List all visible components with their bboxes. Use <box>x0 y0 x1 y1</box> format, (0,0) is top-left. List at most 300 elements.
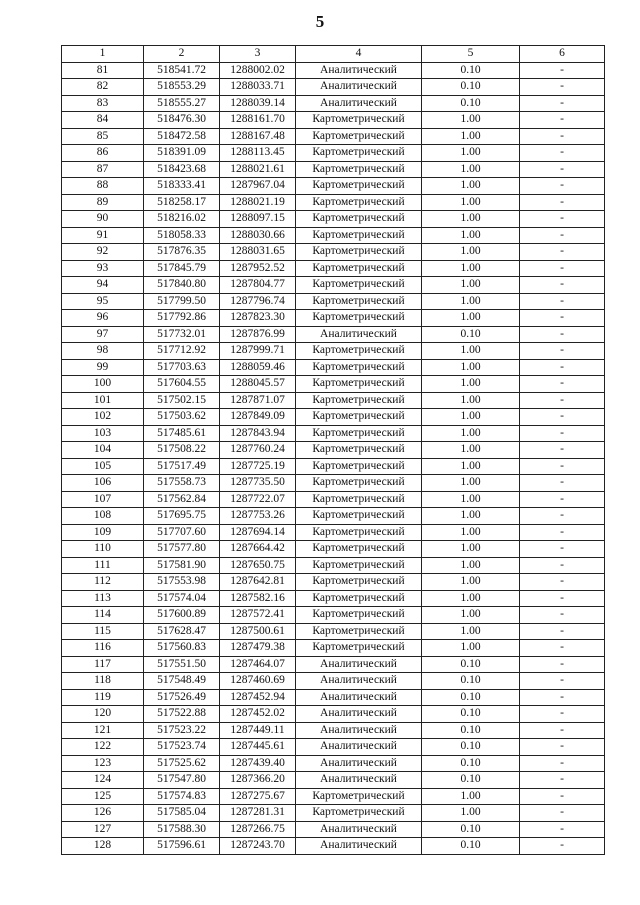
y-coordinate-cell: 1287725.19 <box>220 458 296 475</box>
method-cell: Картометрический <box>296 112 422 129</box>
table-row <box>62 244 605 261</box>
note-cell: - <box>520 805 605 822</box>
y-coordinate-cell: 1288097.15 <box>220 211 296 228</box>
method-cell: Картометрический <box>296 590 422 607</box>
table-row <box>62 640 605 657</box>
y-coordinate-cell: 1288045.57 <box>220 376 296 393</box>
point-number-cell: 124 <box>62 772 144 789</box>
column-header: 4 <box>296 46 422 63</box>
point-number-cell: 119 <box>62 689 144 706</box>
accuracy-cell: 1.00 <box>422 112 520 129</box>
note-cell: - <box>520 260 605 277</box>
accuracy-cell: 0.10 <box>422 689 520 706</box>
method-cell: Аналитический <box>296 772 422 789</box>
point-number-cell: 92 <box>62 244 144 261</box>
x-coordinate-cell: 517522.88 <box>144 706 220 723</box>
method-cell: Аналитический <box>296 821 422 838</box>
y-coordinate-cell: 1287849.09 <box>220 409 296 426</box>
point-number-cell: 121 <box>62 722 144 739</box>
accuracy-cell: 0.10 <box>422 706 520 723</box>
method-cell: Картометрический <box>296 425 422 442</box>
table-row <box>62 541 605 558</box>
accuracy-cell: 1.00 <box>422 227 520 244</box>
method-cell: Картометрический <box>296 376 422 393</box>
note-cell: - <box>520 194 605 211</box>
column-header: 3 <box>220 46 296 63</box>
table-row <box>62 112 605 129</box>
x-coordinate-cell: 518541.72 <box>144 62 220 79</box>
table-row <box>62 590 605 607</box>
method-cell: Аналитический <box>296 838 422 855</box>
accuracy-cell: 0.10 <box>422 79 520 96</box>
x-coordinate-cell: 517799.50 <box>144 293 220 310</box>
accuracy-cell: 1.00 <box>422 442 520 459</box>
note-cell: - <box>520 508 605 525</box>
table-row <box>62 392 605 409</box>
point-number-cell: 125 <box>62 788 144 805</box>
point-number-cell: 87 <box>62 161 144 178</box>
y-coordinate-cell: 1287650.75 <box>220 557 296 574</box>
table-row <box>62 706 605 723</box>
method-cell: Картометрический <box>296 194 422 211</box>
method-cell: Картометрический <box>296 607 422 624</box>
y-coordinate-cell: 1287445.61 <box>220 739 296 756</box>
note-cell: - <box>520 211 605 228</box>
x-coordinate-cell: 518553.29 <box>144 79 220 96</box>
accuracy-cell: 0.10 <box>422 838 520 855</box>
method-cell: Картометрический <box>296 557 422 574</box>
accuracy-cell: 1.00 <box>422 161 520 178</box>
x-coordinate-cell: 518333.41 <box>144 178 220 195</box>
x-coordinate-cell: 517553.98 <box>144 574 220 591</box>
note-cell: - <box>520 656 605 673</box>
point-number-cell: 98 <box>62 343 144 360</box>
point-number-cell: 115 <box>62 623 144 640</box>
y-coordinate-cell: 1287460.69 <box>220 673 296 690</box>
x-coordinate-cell: 518472.58 <box>144 128 220 145</box>
accuracy-cell: 1.00 <box>422 244 520 261</box>
y-coordinate-cell: 1287281.31 <box>220 805 296 822</box>
point-number-cell: 114 <box>62 607 144 624</box>
note-cell: - <box>520 524 605 541</box>
method-cell: Картометрический <box>296 640 422 657</box>
note-cell: - <box>520 491 605 508</box>
point-number-cell: 83 <box>62 95 144 112</box>
point-number-cell: 99 <box>62 359 144 376</box>
x-coordinate-cell: 517558.73 <box>144 475 220 492</box>
column-header: 2 <box>144 46 220 63</box>
point-number-cell: 118 <box>62 673 144 690</box>
note-cell: - <box>520 244 605 261</box>
point-number-cell: 103 <box>62 425 144 442</box>
point-number-cell: 101 <box>62 392 144 409</box>
method-cell: Картометрический <box>296 260 422 277</box>
x-coordinate-cell: 517588.30 <box>144 821 220 838</box>
point-number-cell: 89 <box>62 194 144 211</box>
method-cell: Картометрический <box>296 524 422 541</box>
method-cell: Картометрический <box>296 178 422 195</box>
method-cell: Картометрический <box>296 574 422 591</box>
method-cell: Аналитический <box>296 79 422 96</box>
point-number-cell: 86 <box>62 145 144 162</box>
point-number-cell: 104 <box>62 442 144 459</box>
point-number-cell: 90 <box>62 211 144 228</box>
note-cell: - <box>520 343 605 360</box>
x-coordinate-cell: 517845.79 <box>144 260 220 277</box>
accuracy-cell: 1.00 <box>422 590 520 607</box>
x-coordinate-cell: 517596.61 <box>144 838 220 855</box>
note-cell: - <box>520 409 605 426</box>
point-number-cell: 109 <box>62 524 144 541</box>
method-cell: Картометрический <box>296 145 422 162</box>
accuracy-cell: 1.00 <box>422 788 520 805</box>
accuracy-cell: 1.00 <box>422 376 520 393</box>
y-coordinate-cell: 1287572.41 <box>220 607 296 624</box>
point-number-cell: 127 <box>62 821 144 838</box>
note-cell: - <box>520 392 605 409</box>
accuracy-cell: 1.00 <box>422 623 520 640</box>
note-cell: - <box>520 442 605 459</box>
y-coordinate-cell: 1287449.11 <box>220 722 296 739</box>
y-coordinate-cell: 1287439.40 <box>220 755 296 772</box>
accuracy-cell: 1.00 <box>422 293 520 310</box>
note-cell: - <box>520 310 605 327</box>
note-cell: - <box>520 425 605 442</box>
y-coordinate-cell: 1287452.94 <box>220 689 296 706</box>
y-coordinate-cell: 1287266.75 <box>220 821 296 838</box>
note-cell: - <box>520 722 605 739</box>
note-cell: - <box>520 95 605 112</box>
table-row <box>62 508 605 525</box>
method-cell: Аналитический <box>296 656 422 673</box>
table-row <box>62 821 605 838</box>
note-cell: - <box>520 772 605 789</box>
y-coordinate-cell: 1287843.94 <box>220 425 296 442</box>
y-coordinate-cell: 1287452.02 <box>220 706 296 723</box>
point-number-cell: 85 <box>62 128 144 145</box>
point-number-cell: 82 <box>62 79 144 96</box>
table-row <box>62 326 605 343</box>
method-cell: Картометрический <box>296 788 422 805</box>
point-number-cell: 100 <box>62 376 144 393</box>
point-number-cell: 94 <box>62 277 144 294</box>
x-coordinate-cell: 517581.90 <box>144 557 220 574</box>
table-row <box>62 491 605 508</box>
accuracy-cell: 1.00 <box>422 557 520 574</box>
y-coordinate-cell: 1288031.65 <box>220 244 296 261</box>
note-cell: - <box>520 112 605 129</box>
accuracy-cell: 0.10 <box>422 739 520 756</box>
point-number-cell: 81 <box>62 62 144 79</box>
x-coordinate-cell: 517503.62 <box>144 409 220 426</box>
method-cell: Картометрический <box>296 442 422 459</box>
x-coordinate-cell: 517562.84 <box>144 491 220 508</box>
accuracy-cell: 0.10 <box>422 326 520 343</box>
accuracy-cell: 1.00 <box>422 310 520 327</box>
accuracy-cell: 1.00 <box>422 260 520 277</box>
accuracy-cell: 0.10 <box>422 62 520 79</box>
accuracy-cell: 1.00 <box>422 475 520 492</box>
y-coordinate-cell: 1287464.07 <box>220 656 296 673</box>
method-cell: Картометрический <box>296 128 422 145</box>
page-number: 5 <box>315 12 325 31</box>
table-row <box>62 623 605 640</box>
point-number-cell: 91 <box>62 227 144 244</box>
x-coordinate-cell: 517628.47 <box>144 623 220 640</box>
x-coordinate-cell: 517695.75 <box>144 508 220 525</box>
x-coordinate-cell: 518423.68 <box>144 161 220 178</box>
accuracy-cell: 0.10 <box>422 755 520 772</box>
accuracy-cell: 1.00 <box>422 409 520 426</box>
x-coordinate-cell: 517574.83 <box>144 788 220 805</box>
y-coordinate-cell: 1287952.52 <box>220 260 296 277</box>
point-number-cell: 102 <box>62 409 144 426</box>
note-cell: - <box>520 574 605 591</box>
table-row <box>62 442 605 459</box>
column-header: 1 <box>62 46 144 63</box>
note-cell: - <box>520 227 605 244</box>
x-coordinate-cell: 517703.63 <box>144 359 220 376</box>
method-cell: Картометрический <box>296 211 422 228</box>
method-cell: Аналитический <box>296 95 422 112</box>
method-cell: Картометрический <box>296 805 422 822</box>
point-number-cell: 112 <box>62 574 144 591</box>
note-cell: - <box>520 689 605 706</box>
x-coordinate-cell: 517600.89 <box>144 607 220 624</box>
accuracy-cell: 1.00 <box>422 277 520 294</box>
x-coordinate-cell: 517792.86 <box>144 310 220 327</box>
method-cell: Картометрический <box>296 491 422 508</box>
y-coordinate-cell: 1287722.07 <box>220 491 296 508</box>
point-number-cell: 113 <box>62 590 144 607</box>
method-cell: Картометрический <box>296 541 422 558</box>
note-cell: - <box>520 458 605 475</box>
table-row <box>62 673 605 690</box>
method-cell: Картометрический <box>296 359 422 376</box>
accuracy-cell: 1.00 <box>422 574 520 591</box>
method-cell: Аналитический <box>296 62 422 79</box>
note-cell: - <box>520 178 605 195</box>
method-cell: Аналитический <box>296 706 422 723</box>
x-coordinate-cell: 517577.80 <box>144 541 220 558</box>
y-coordinate-cell: 1287823.30 <box>220 310 296 327</box>
accuracy-cell: 1.00 <box>422 640 520 657</box>
y-coordinate-cell: 1287796.74 <box>220 293 296 310</box>
point-number-cell: 126 <box>62 805 144 822</box>
point-number-cell: 95 <box>62 293 144 310</box>
y-coordinate-cell: 1287760.24 <box>220 442 296 459</box>
x-coordinate-cell: 517548.49 <box>144 673 220 690</box>
point-number-cell: 96 <box>62 310 144 327</box>
point-number-cell: 105 <box>62 458 144 475</box>
point-number-cell: 84 <box>62 112 144 129</box>
x-coordinate-cell: 518391.09 <box>144 145 220 162</box>
accuracy-cell: 0.10 <box>422 656 520 673</box>
table-row <box>62 689 605 706</box>
accuracy-cell: 1.00 <box>422 178 520 195</box>
y-coordinate-cell: 1287999.71 <box>220 343 296 360</box>
method-cell: Картометрический <box>296 244 422 261</box>
accuracy-cell: 1.00 <box>422 392 520 409</box>
table-row <box>62 260 605 277</box>
x-coordinate-cell: 518258.17 <box>144 194 220 211</box>
point-number-cell: 88 <box>62 178 144 195</box>
table-row <box>62 310 605 327</box>
note-cell: - <box>520 277 605 294</box>
method-cell: Аналитический <box>296 739 422 756</box>
x-coordinate-cell: 517840.80 <box>144 277 220 294</box>
table-row <box>62 178 605 195</box>
method-cell: Картометрический <box>296 343 422 360</box>
method-cell: Картометрический <box>296 277 422 294</box>
x-coordinate-cell: 517523.22 <box>144 722 220 739</box>
table-row <box>62 656 605 673</box>
x-coordinate-cell: 517604.55 <box>144 376 220 393</box>
note-cell: - <box>520 821 605 838</box>
table-row <box>62 409 605 426</box>
note-cell: - <box>520 145 605 162</box>
method-cell: Картометрический <box>296 409 422 426</box>
table-row <box>62 62 605 79</box>
table-row <box>62 79 605 96</box>
method-cell: Картометрический <box>296 475 422 492</box>
accuracy-cell: 1.00 <box>422 211 520 228</box>
y-coordinate-cell: 1287735.50 <box>220 475 296 492</box>
note-cell: - <box>520 293 605 310</box>
method-cell: Картометрический <box>296 161 422 178</box>
y-coordinate-cell: 1288113.45 <box>220 145 296 162</box>
point-number-cell: 122 <box>62 739 144 756</box>
y-coordinate-cell: 1287479.38 <box>220 640 296 657</box>
x-coordinate-cell: 518058.33 <box>144 227 220 244</box>
table-body <box>62 62 605 854</box>
x-coordinate-cell: 517502.15 <box>144 392 220 409</box>
y-coordinate-cell: 1288161.70 <box>220 112 296 129</box>
table-row <box>62 475 605 492</box>
y-coordinate-cell: 1287366.20 <box>220 772 296 789</box>
x-coordinate-cell: 517560.83 <box>144 640 220 657</box>
table-row <box>62 524 605 541</box>
method-cell: Картометрический <box>296 458 422 475</box>
accuracy-cell: 1.00 <box>422 524 520 541</box>
accuracy-cell: 0.10 <box>422 95 520 112</box>
table-header-row <box>62 46 605 63</box>
x-coordinate-cell: 517517.49 <box>144 458 220 475</box>
x-coordinate-cell: 518216.02 <box>144 211 220 228</box>
point-number-cell: 128 <box>62 838 144 855</box>
y-coordinate-cell: 1287642.81 <box>220 574 296 591</box>
y-coordinate-cell: 1287871.07 <box>220 392 296 409</box>
method-cell: Картометрический <box>296 392 422 409</box>
note-cell: - <box>520 475 605 492</box>
note-cell: - <box>520 673 605 690</box>
x-coordinate-cell: 517485.61 <box>144 425 220 442</box>
note-cell: - <box>520 706 605 723</box>
accuracy-cell: 0.10 <box>422 772 520 789</box>
table-row <box>62 376 605 393</box>
y-coordinate-cell: 1287500.61 <box>220 623 296 640</box>
accuracy-cell: 1.00 <box>422 359 520 376</box>
y-coordinate-cell: 1287804.77 <box>220 277 296 294</box>
x-coordinate-cell: 517585.04 <box>144 805 220 822</box>
y-coordinate-cell: 1287243.70 <box>220 838 296 855</box>
table-row <box>62 95 605 112</box>
table-row <box>62 128 605 145</box>
accuracy-cell: 1.00 <box>422 491 520 508</box>
note-cell: - <box>520 739 605 756</box>
method-cell: Аналитический <box>296 722 422 739</box>
x-coordinate-cell: 518476.30 <box>144 112 220 129</box>
note-cell: - <box>520 607 605 624</box>
table-row <box>62 211 605 228</box>
accuracy-cell: 1.00 <box>422 343 520 360</box>
table-row <box>62 458 605 475</box>
accuracy-cell: 0.10 <box>422 821 520 838</box>
accuracy-cell: 0.10 <box>422 722 520 739</box>
method-cell: Аналитический <box>296 673 422 690</box>
x-coordinate-cell: 517526.49 <box>144 689 220 706</box>
x-coordinate-cell: 517712.92 <box>144 343 220 360</box>
x-coordinate-cell: 517525.62 <box>144 755 220 772</box>
y-coordinate-cell: 1288021.61 <box>220 161 296 178</box>
y-coordinate-cell: 1288021.19 <box>220 194 296 211</box>
point-number-cell: 93 <box>62 260 144 277</box>
table-row <box>62 293 605 310</box>
table-row <box>62 145 605 162</box>
table-row <box>62 772 605 789</box>
note-cell: - <box>520 838 605 855</box>
note-cell: - <box>520 788 605 805</box>
table-row <box>62 194 605 211</box>
point-number-cell: 111 <box>62 557 144 574</box>
note-cell: - <box>520 161 605 178</box>
coordinates-table <box>61 45 605 855</box>
accuracy-cell: 1.00 <box>422 194 520 211</box>
y-coordinate-cell: 1288039.14 <box>220 95 296 112</box>
y-coordinate-cell: 1287694.14 <box>220 524 296 541</box>
note-cell: - <box>520 359 605 376</box>
y-coordinate-cell: 1288030.66 <box>220 227 296 244</box>
method-cell: Картометрический <box>296 293 422 310</box>
y-coordinate-cell: 1287582.16 <box>220 590 296 607</box>
accuracy-cell: 1.00 <box>422 458 520 475</box>
table-row <box>62 607 605 624</box>
table-row <box>62 722 605 739</box>
x-coordinate-cell: 518555.27 <box>144 95 220 112</box>
accuracy-cell: 1.00 <box>422 128 520 145</box>
method-cell: Картометрический <box>296 227 422 244</box>
accuracy-cell: 1.00 <box>422 508 520 525</box>
point-number-cell: 116 <box>62 640 144 657</box>
accuracy-cell: 0.10 <box>422 673 520 690</box>
table-row <box>62 838 605 855</box>
point-number-cell: 117 <box>62 656 144 673</box>
point-number-cell: 123 <box>62 755 144 772</box>
note-cell: - <box>520 623 605 640</box>
table-row <box>62 227 605 244</box>
x-coordinate-cell: 517732.01 <box>144 326 220 343</box>
table-row <box>62 161 605 178</box>
y-coordinate-cell: 1287876.99 <box>220 326 296 343</box>
y-coordinate-cell: 1288033.71 <box>220 79 296 96</box>
accuracy-cell: 1.00 <box>422 805 520 822</box>
note-cell: - <box>520 590 605 607</box>
note-cell: - <box>520 557 605 574</box>
table-row <box>62 739 605 756</box>
table-row <box>62 359 605 376</box>
method-cell: Аналитический <box>296 755 422 772</box>
column-header: 6 <box>520 46 605 63</box>
